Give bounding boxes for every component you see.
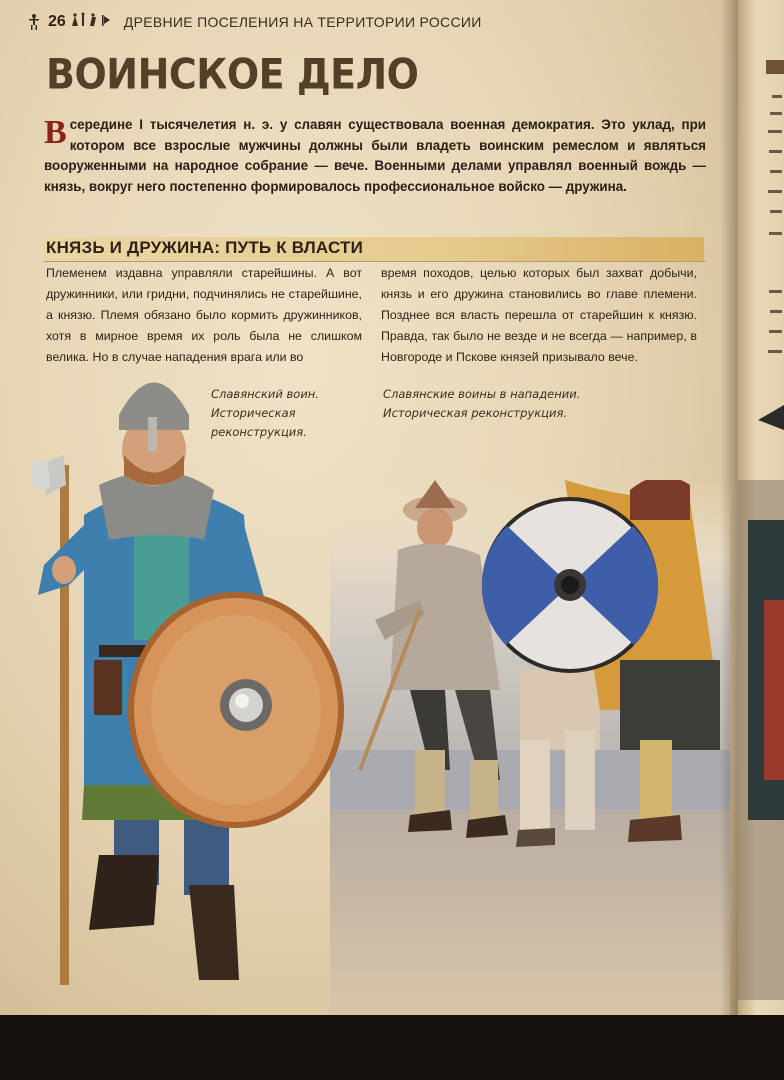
caption-attack: Славянские воины в нападении. Историческая реконструкция. [383, 387, 581, 420]
intro-paragraph [44, 115, 706, 197]
drop-cap: В [44, 114, 67, 151]
running-header: ДРЕВНИЕ ПОСЕЛЕНИЯ НА ТЕРРИТОРИИ РОССИИ [123, 14, 482, 30]
round-shield-blue-white [482, 497, 658, 673]
warrior-figure-icon [26, 13, 42, 31]
page-title: ВОИНСКОЕ ДЕЛО [46, 50, 419, 99]
photo-slavic-warrior [14, 355, 354, 999]
page-number: 26 [48, 13, 66, 30]
section-heading: КНЯЗЬ И ДРУЖИНА: ПУТЬ К ВЛАСТИ [46, 238, 364, 257]
figures-ornament-icon [70, 12, 114, 32]
section-divider [44, 261, 706, 262]
caption-warrior: Славянский воин. Историческая реконструкция. [211, 387, 319, 439]
adjacent-page-edge [738, 0, 784, 1015]
body-column-left: Племенем издавна управляли старейшины. А вот дружинники, или гридни, подчинялись не старейшине, а князю. Племя обязано было кормить дружинников, хотя в мирное время их роль была не слишком велика. Но в случае нападения врага или во [46, 266, 362, 364]
book-gutter-shadow [0, 1015, 784, 1080]
body-column-right: время походов, целью которых был захват добычи, князь и его дружина становились во главе племени. Позднее вся власть перешла от старейшин к князю. Правда, так было не везде и не всегда — например, в Новгороде и Пскове князей призывало вече. [381, 266, 697, 364]
intro-text: середине I тысячелетия н. э. у славян существовала военная демократия. Это уклад, при котором все взрослые мужчины должны были владеть воинским ремеслом и являться вооруженными на народное собрание — вече. Военными делами управлял военный вождь — князь, вокруг него постепенно формировалось профессиональное войско — дружина. [44, 117, 706, 194]
photo-attacking-warriors [330, 480, 730, 1015]
page-header [26, 10, 482, 34]
